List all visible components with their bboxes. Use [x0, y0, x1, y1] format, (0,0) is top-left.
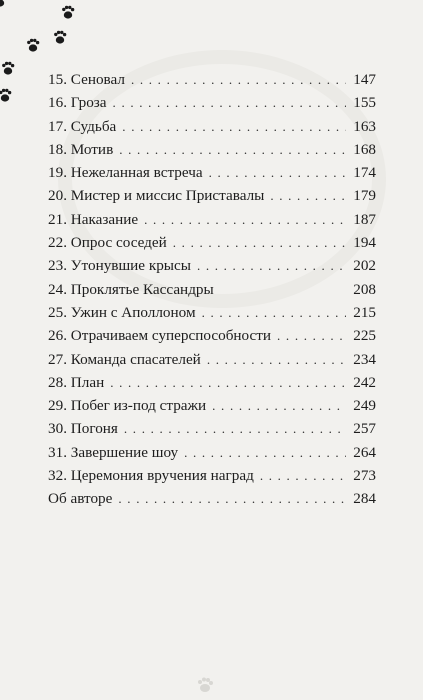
toc-entry-title: 27. Команда спасателей	[48, 350, 201, 368]
toc-entry	[48, 278, 376, 301]
dot-leader	[110, 371, 346, 394]
toc-entry-title: 30. Погоня	[48, 420, 118, 438]
dot-leader	[209, 161, 346, 184]
toc-entry	[48, 231, 376, 254]
toc-entry-page-number: 147	[353, 71, 376, 88]
paw-print-icon	[0, 89, 11, 102]
toc-entry-page-number: 208	[353, 280, 376, 298]
paw-print-icon	[0, 0, 6, 7]
toc-entry	[48, 417, 376, 440]
toc-entry	[48, 91, 376, 114]
faded-paw-print-icon	[196, 676, 226, 696]
dot-leader	[212, 394, 346, 417]
toc-entry	[48, 138, 376, 161]
toc-entry-page-number: 225	[353, 327, 376, 345]
dot-leader	[173, 231, 346, 254]
toc-entry	[48, 208, 376, 231]
toc-entry-page-number: 163	[353, 117, 376, 135]
toc-entry-page-number: 168	[353, 140, 376, 158]
dot-leader	[118, 487, 346, 510]
dot-leader	[202, 301, 346, 324]
toc-entry-page-number: 257	[353, 420, 376, 438]
dot-leader	[124, 417, 346, 440]
toc-entry	[48, 161, 376, 184]
paw-print-icon	[2, 62, 14, 75]
dot-leader	[119, 138, 346, 161]
toc-entry-title: 26. Отрачиваем суперспособности	[48, 327, 272, 345]
toc-entry	[48, 115, 376, 138]
toc-entry-title: 21. Наказание	[48, 210, 139, 228]
toc-entry	[48, 394, 376, 417]
dot-leader	[270, 184, 346, 207]
toc-entry-title: 15. Сеновал	[48, 71, 125, 88]
toc-entry-page-number: 215	[353, 303, 376, 321]
toc-entry-page-number: 194	[353, 234, 376, 252]
toc-entry-page-number: 155	[353, 94, 376, 112]
toc-entry	[48, 371, 376, 394]
toc-entry-title: 22. Опрос соседей	[48, 234, 167, 252]
toc-entry	[48, 348, 376, 371]
toc-entry-page-number: 174	[353, 164, 376, 182]
toc-entry-page-number: 187	[353, 210, 376, 228]
toc-entry-title: 29. Побег из-под стражи	[48, 397, 207, 415]
toc-entry-title: 19. Нежеланная встреча	[48, 164, 203, 182]
dot-leader	[277, 324, 346, 347]
toc-entry	[48, 301, 376, 324]
dot-leader	[113, 91, 346, 114]
toc-entry-title: 31. Завершение шоу	[48, 443, 179, 461]
toc-entry-title: 23. Утонувшие крысы	[48, 257, 191, 275]
paw-print-icon	[54, 31, 66, 44]
toc-entry-page-number: 264	[353, 443, 376, 461]
toc-entry	[48, 441, 376, 464]
toc-entry-title: Об авторе	[48, 490, 113, 508]
toc-entry	[48, 68, 376, 91]
toc-entry-title: 32. Церемония вручения наград	[48, 467, 254, 485]
toc-entry-page-number: 284	[353, 490, 376, 508]
toc-entry-page-number: 273	[353, 467, 376, 485]
dot-leader	[260, 464, 346, 487]
toc-entry-page-number: 242	[353, 373, 376, 391]
toc-entry-title: 20. Мистер и миссис Приставалы	[48, 187, 265, 205]
dot-leader	[197, 254, 346, 277]
dot-leader	[122, 115, 346, 138]
toc-entry	[48, 254, 376, 277]
toc-entry-title: 24. Проклятье Кассандры	[48, 280, 214, 298]
toc-entry-title: 28. План	[48, 373, 105, 391]
toc-entry-title: 25. Ужин с Аполлоном	[48, 303, 196, 321]
toc-entry	[48, 184, 376, 207]
toc-entry-page-number: 249	[353, 397, 376, 415]
dot-leader	[144, 208, 346, 231]
toc-entry-title: 16. Гроза	[48, 94, 107, 112]
toc-entry-page-number: 234	[353, 350, 376, 368]
toc-entry-title: 17. Судьба	[48, 117, 117, 135]
table-of-contents	[48, 68, 376, 511]
toc-entry-page-number: 179	[353, 187, 376, 205]
dot-leader	[207, 348, 346, 371]
toc-entry	[48, 487, 376, 510]
toc-entry-title: 18. Мотив	[48, 140, 114, 158]
toc-entry-page-number: 202	[353, 257, 376, 275]
toc-entry	[48, 464, 376, 487]
paw-print-icon	[27, 39, 39, 52]
dot-leader	[184, 441, 346, 464]
toc-entry	[48, 324, 376, 347]
paw-print-icon	[62, 6, 74, 19]
dot-leader	[131, 68, 346, 91]
